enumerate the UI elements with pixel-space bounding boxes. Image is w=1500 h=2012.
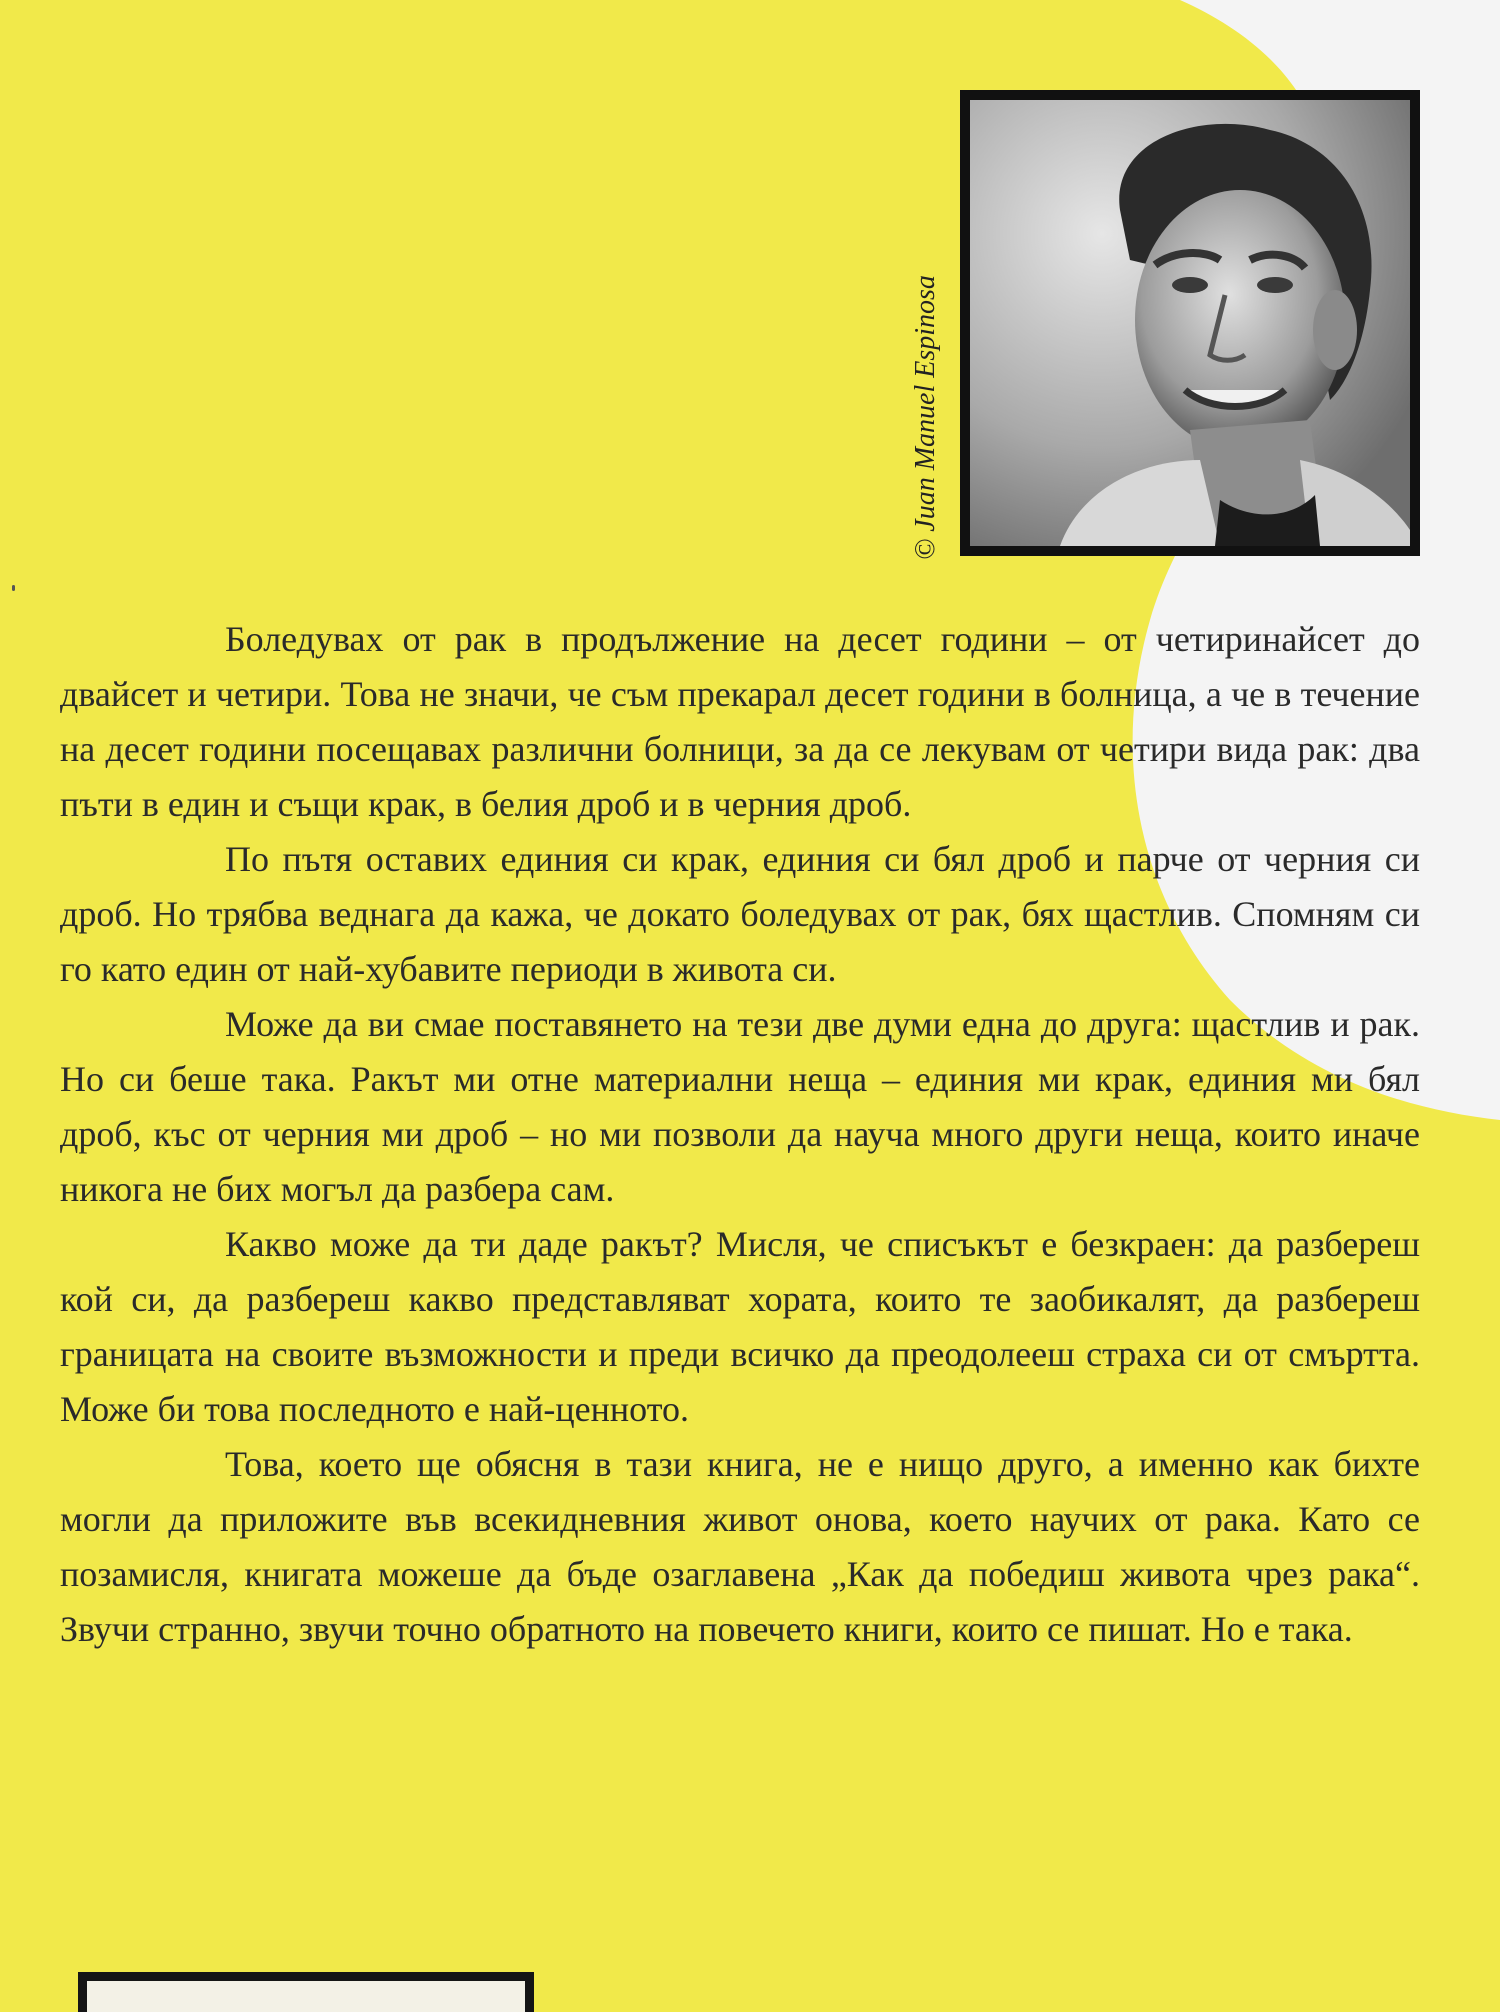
author-photo-frame — [960, 90, 1420, 556]
author-photo — [970, 100, 1410, 546]
paragraph-5: Това, което ще обясня в тази книга, не е нищо друго, а именно как бихте могли да приложите във всекидневния живот онова, което научих от рака. Като се позамисля, книгата можеше да бъде озаглавена „Как да победиш живота чрез рака“. Звучи странно, звучи точно обратното на повечето книги, които се пишат. Но е така. — [60, 1444, 1420, 1649]
photo-credit: © Juan Manuel Espinosa — [910, 275, 941, 560]
paragraph-1: Боледувах от рак в продължение на десет години – от четиринайсет до двайсет и четири. Това не значи, че съм прекарал десет години в болница, а че в течение на десет години посещавах различни болници, за да се лекувам от четири вида рак: два пъти в един и същи крак, в белия дроб и в черния дроб. — [60, 619, 1420, 824]
author-portrait-image — [970, 100, 1410, 546]
paragraph-2: По пътя оставих единия си крак, единия си бял дроб и парче от черния си дроб. Но трябва веднага да кажа, че докато боледувах от рак, бях щастлив. Спомням си го като един от най-хубавите периоди в живота си. — [60, 839, 1420, 989]
paragraph-3: Може да ви смае поставянето на тези две думи една до друга: щастлив и рак. Но си беше така. Ракът ми отне материални неща – единия ми крак, единия ми бял дроб, къс от черния ми дроб – но ми позволи да науча много други неща, които иначе никога не бих могъл да разбера сам. — [60, 1004, 1420, 1209]
paragraph-4: Какво може да ти даде ракът? Мисля, че списъкът е безкраен: да разбереш кой си, да разбереш какво представляват хората, които те заобикалят, да разбереш границата на своите възможности и преди всичко да преодолееш страха си от смъртта. Може би това последното е най-ценното. — [60, 1224, 1420, 1429]
book-cover-text — [60, 612, 1420, 1657]
bottom-frame-fragment — [78, 1972, 534, 2012]
print-speck — [12, 585, 15, 591]
